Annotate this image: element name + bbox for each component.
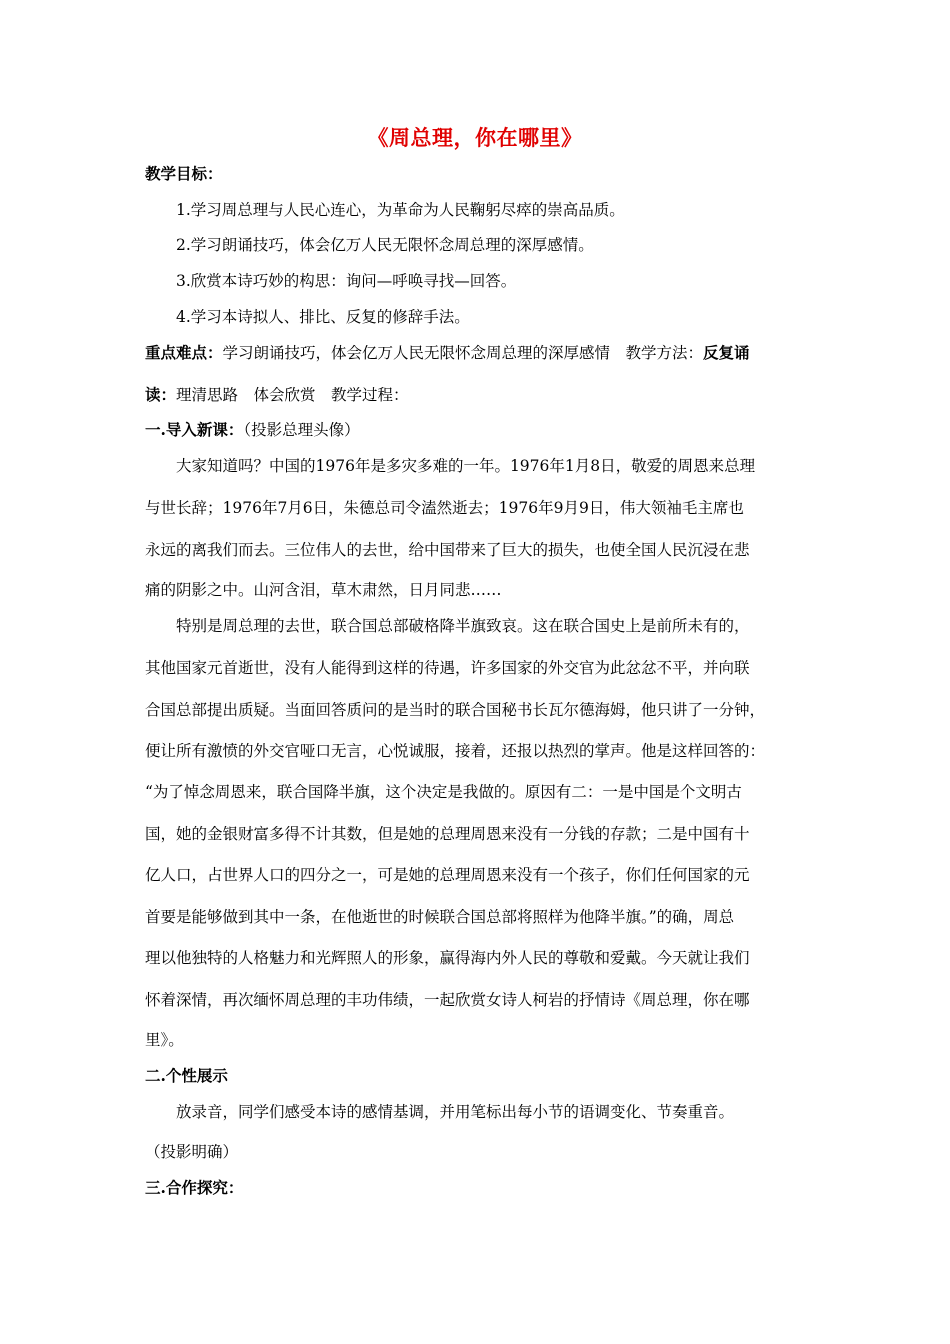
paragraph-line: 便让所有激愤的外交官哑口无言，心悦诚服，接着，还报以热烈的掌声。他是这样回答的：: [145, 742, 766, 760]
paragraph-line: 其他国家元首逝世，没有人能得到这样的待遇，许多国家的外交官为此忿忿不平，并向联: [145, 659, 750, 677]
paragraph-line: 国，她的金银财富多得不计其数，但是她的总理周恩来没有一分钱的存款；二是中国有十: [145, 825, 750, 843]
objective-item: 2.学习朗诵技巧，体会亿万人民无限怀念周总理的深厚感情。: [176, 236, 594, 254]
paragraph-line: 痛的阴影之中。山河含泪，草木肃然，日月同悲……: [145, 581, 502, 599]
key-points-line: [145, 342, 750, 364]
teaching-method-label-cont: 读：: [145, 385, 177, 404]
section1-heading: 一.导入新课：: [145, 420, 244, 439]
objective-item: 1.学习周总理与人民心连心，为革命为人民鞠躬尽瘁的崇高品质。: [176, 201, 625, 219]
paragraph-line: 理以他独特的人格魅力和光辉照人的形象，赢得海内外人民的尊敬和爱戴。今天就让我们: [145, 949, 750, 967]
section2-note: （投影明确）: [145, 1143, 239, 1161]
teaching-method-text: 理清思路 体会欣赏 教学过程：: [176, 386, 409, 404]
key-points-label: 重点难点：: [145, 343, 223, 362]
teaching-method-line: [145, 384, 409, 406]
paragraph-line: 永远的离我们而去。三位伟人的去世，给中国带来了巨大的损失，也使全国人民沉浸在悲: [145, 541, 750, 559]
teaching-method-label: 反复诵: [703, 343, 750, 362]
objective-item: 3.欣赏本诗巧妙的构思：询问—呼唤寻找—回答。: [176, 272, 517, 290]
objectives-heading: 教学目标：: [145, 164, 223, 183]
section3-heading: 三.合作探究：: [145, 1178, 244, 1197]
section1-note: （投影总理头像）: [243, 421, 360, 439]
paragraph-line: “为了悼念周恩来，联合国降半旗，这个决定是我做的。原因有二：一是中国是个文明古: [145, 783, 742, 801]
paragraph-line: 里》。: [145, 1031, 184, 1049]
document-title: 《周总理，你在哪里》: [367, 125, 583, 150]
paragraph-line: 合国总部提出质疑。当面回答质问的是当时的联合国秘书长瓦尔德海姆，他只讲了一分钟，: [145, 701, 766, 719]
section1-heading-line: [145, 419, 360, 441]
paragraph-line: 怀着深情，再次缅怀周总理的丰功伟绩，一起欣赏女诗人柯岩的抒情诗《周总理，你在哪: [145, 991, 750, 1009]
section2-heading: 二.个性展示: [145, 1066, 228, 1085]
section2-text: 放录音，同学们感受本诗的感情基调，并用笔标出每小节的语调变化、节奏重音。: [176, 1103, 735, 1121]
paragraph-line: 大家知道吗？中国的1976年是多灾多难的一年。1976年1月8日，敬爱的周恩来总理: [176, 457, 756, 475]
paragraph-line: 亿人口，占世界人口的四分之一，可是她的总理周恩来没有一个孩子，你们任何国家的元: [145, 866, 750, 884]
paragraph-line: 与世长辞；1976年7月6日，朱德总司令溘然逝去；1976年9月9日，伟大领袖毛主席也: [145, 499, 744, 517]
paragraph-line: 特别是周总理的去世，联合国总部破格降半旗致哀。这在联合国史上是前所未有的，: [176, 617, 750, 635]
objective-item: 4.学习本诗拟人、排比、反复的修辞手法。: [176, 308, 470, 326]
key-points-text: 学习朗诵技巧，体会亿万人民无限怀念周总理的深厚感情 教学方法：: [222, 344, 704, 362]
paragraph-line: 首要是能够做到其中一条，在他逝世的时候联合国总部将照样为他降半旗。”的确，周总: [145, 908, 735, 926]
